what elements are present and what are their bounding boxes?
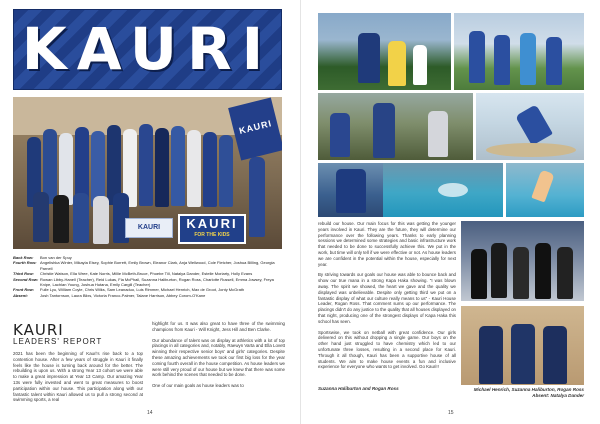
- kapa-haka-photo: [461, 221, 584, 301]
- page-number: 15: [448, 410, 454, 416]
- caption-row: Front Row: Fulle Lyu, William Coyle, Chris Wilks, Sam Leanaduo, Luis Rimmer, Michael Henrich, Max de Groot, Jonty McGrath: [13, 287, 245, 293]
- kauri-small-sign: KAURI: [125, 218, 173, 238]
- paragraph: highlight for us. It was also great to have three of the swimming champions from Kauri - Will Knight, Jess Hill and Ben Clarke.: [152, 321, 285, 332]
- group-leaders-caption: Michael Henrich, Suzanna Haliburton, Rogan Ross Absent: Natalya Dander: [473, 387, 584, 398]
- paragraph: One of our main goals as house leaders was to: [152, 383, 244, 389]
- kauri-banner: [13, 9, 282, 90]
- banner-title: KAURI: [21, 15, 274, 83]
- kauri-for-the-kids-sign: [178, 214, 246, 244]
- caption-row: Back Row: Bon van der Spuy: [13, 255, 72, 260]
- report-column-3: [318, 221, 456, 375]
- cross-country-photo: [454, 13, 584, 90]
- paragraph: Our abundance of talent was on display at athletics with a lot of top placings in all categories and, notably, Raewyn Varta and Ella Lovett winning their respective senior boys' and girls' categories. Despite these amazing achievements we took our first big loss for the year coming fourth overall in the house competition. As house leaders we were still very proud of our house but we knew that there was some work behind the scenes that needed to be done.: [152, 337, 285, 378]
- crowd-photo: [318, 93, 473, 160]
- caption-row: Fourth Row: Angelishka Winter, Mikayla Elsey, Sophie Borrett, Emily Brown, Eleanor Clark, Anja Wellwood, Cole Fletcher, Joshua Billing, Georgia Parnell: [13, 260, 275, 271]
- photo-caption: [13, 255, 286, 298]
- mascot-photo: [318, 163, 383, 217]
- caption-row: Absent: Josh Tantornson, Laura Blixs, Victoria Franco-Palmer, Talane Harrison, Abbey Corom-O'Kane: [13, 292, 206, 298]
- paragraph: 2021 has been the beginning of Kauri's rise back to a top contention house. After a few years of struggle in Kauri it finally feels like the house is turning back around for the better. The rebuilding is upon us. With a strong Year 13 cohort we were able to make a great impression at Year 13 Camp. Our amazing Year 13s were fully invested and went to great measures to boost participation within our house. This participation along with our fantastic talent within Kauri allowed us to pull a strong second at swimming sports, a real: [13, 351, 143, 403]
- caption-row: Third Row: Christie Watson, Ella Wree, Kate Norris, Millie McBeth-Bruce, Phoebe Till, Natalya Dander, Estelle Moriarty, Holly Evans: [13, 271, 253, 277]
- report-column-1: [13, 351, 143, 408]
- long-jump-photo: [476, 93, 584, 160]
- report-column-2: [152, 321, 285, 394]
- report-subtitle: LEADERS' REPORT: [13, 337, 103, 346]
- page-number: 14: [147, 410, 153, 416]
- report-heading: KAURI: [13, 321, 64, 339]
- diving-photo: [506, 163, 584, 217]
- house-leaders-photo: [461, 306, 584, 385]
- flag-text: KAURI: [238, 118, 273, 136]
- house-group-photo: [13, 97, 282, 249]
- leaders-caption: Suzanna Haliburton and Rogan Ross: [318, 386, 399, 391]
- caption-row: Second Row: Rowan Libby-Hanell (Teacher), Reid Lukas, Fia McPhail, Suzanna Haliburton, Rogan Ross, Charlotte Russell, Emma Jowsey, Freya Knipe, Lachlan Young, Joshua Hutana, Emily Cargill (Teacher): [13, 276, 274, 288]
- sign-subtitle: FOR THE KIDS: [194, 232, 230, 238]
- paragraph: rebuild our house. Our main focus for this was getting the younger years involved in Kauri. They are the future, they will determine our performance over the following years. Thanks to early planning sessions we determined some strategies and basic infrastructure work that needed to be done to successfully achieve this. We put in the work, but time will only tell if we were effective or not. As house leaders we are confident in the potential within the house, especially for next year.: [318, 221, 456, 267]
- paragraph: By striving towards our goals our house was able to bounce back and show our true mana in a strong Kapa Haka showing. "I was blown away. The spirit we showed, the heart we gave and the quality we displayed was unbelievable. Despite only getting third we put on a fantastic display of what our culture really means to us" - Kauri House Leader, Rogan Ross. That comment sums up our performance. The placings didn't do any justice to the quality that all houses displayed on that night, producing one of the strongest displays of Kapa Haka this school has seen.: [318, 272, 456, 324]
- athletics-photo: [318, 13, 451, 90]
- sign-title: KAURI: [186, 216, 238, 231]
- paragraph: Sportswise, we took on netball with great confidence. Our girls delivered on this without dropping a single game. Our boys on the other hand just struggled to have chemistry which led to our unfortunate three losses, resulting in a second place for Kauri. Through it all though, Kauri has been a supportive house of all students. We aim to make house events a fun and inclusive experience for everyone who wants to get involved. Go Kauri!!: [318, 329, 456, 370]
